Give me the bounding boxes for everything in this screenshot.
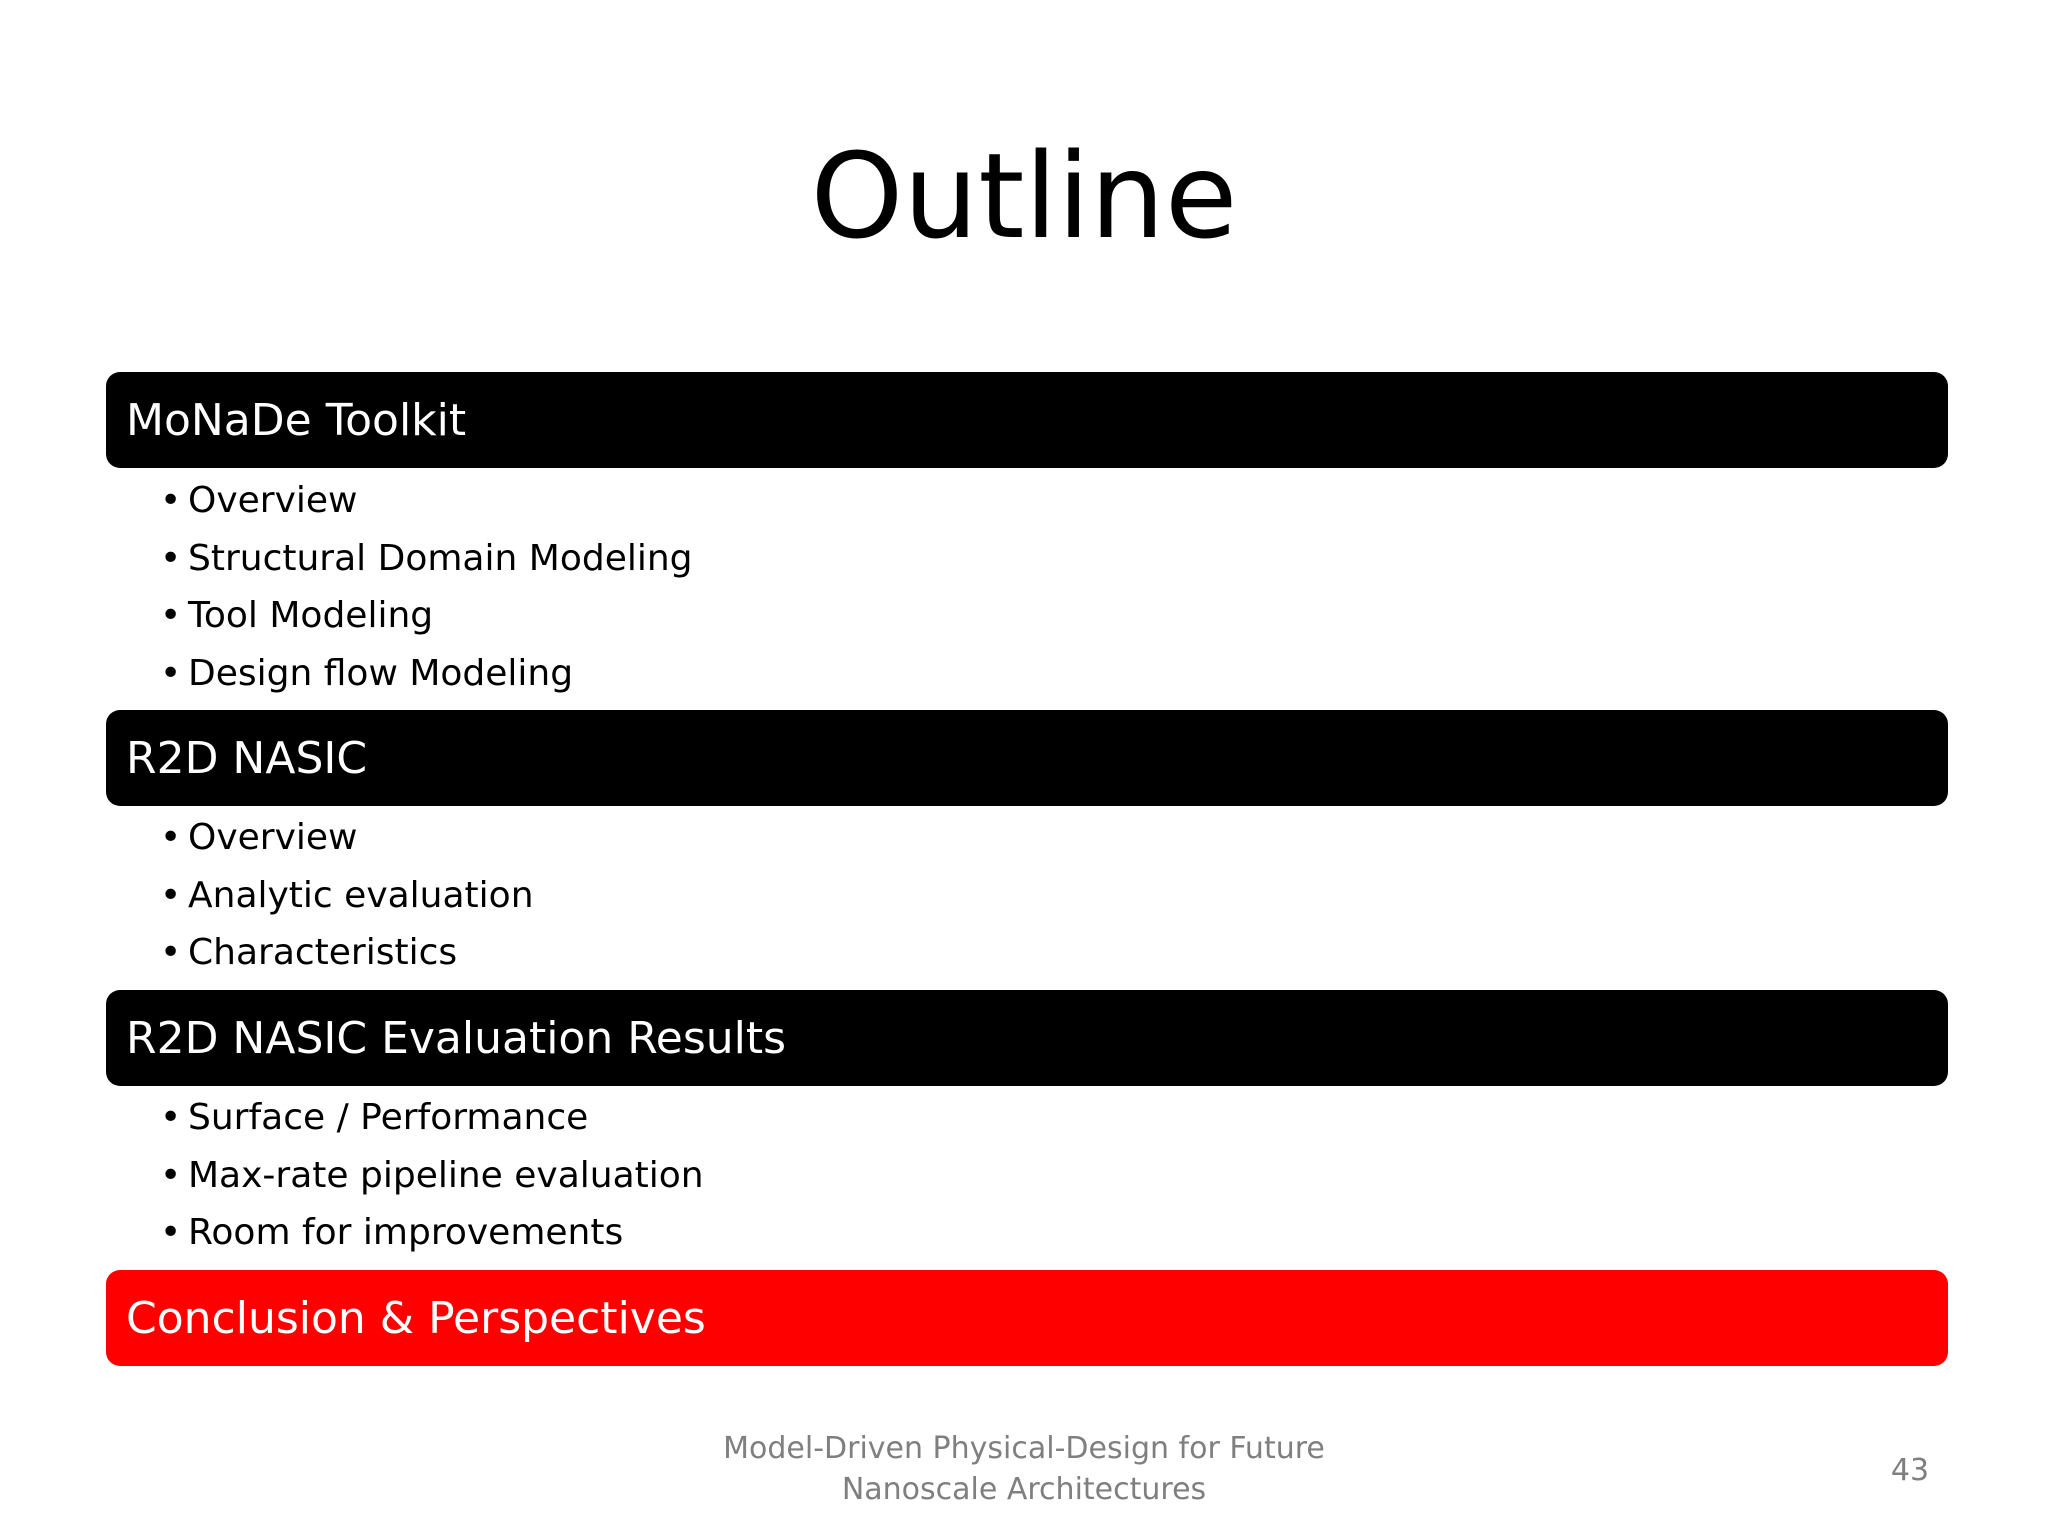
section-header-conclusion: Conclusion & Perspectives xyxy=(106,1270,1948,1366)
list-item: • Overview xyxy=(160,809,534,867)
list-item: • Structural Domain Modeling xyxy=(160,530,693,588)
slide-footer xyxy=(624,1428,1424,1510)
bullet-icon: • xyxy=(160,537,182,579)
bullet-icon: • xyxy=(160,1154,182,1196)
section-header-monade-toolkit: MoNaDe Toolkit xyxy=(106,372,1948,468)
page-number: 43 xyxy=(1890,1453,1930,1488)
bullet-icon: • xyxy=(160,1212,182,1253)
section-bullets-monade-toolkit xyxy=(160,472,693,702)
section-bullets-evaluation-results xyxy=(160,1089,704,1262)
section-bullets-r2d-nasic xyxy=(160,809,534,982)
section-header-r2d-nasic: R2D NASIC xyxy=(106,710,1948,806)
list-item: • Overview xyxy=(160,472,693,530)
list-item: • Characteristics xyxy=(160,924,534,982)
footer-line-2: Nanoscale Architectures xyxy=(841,1472,1207,1507)
bullet-icon: • xyxy=(160,817,182,858)
bullet-icon: • xyxy=(160,480,182,521)
list-item: • Design flow Modeling xyxy=(160,645,693,703)
list-item: • Tool Modeling xyxy=(160,587,693,645)
list-item: • Room for improvements xyxy=(160,1204,704,1262)
bullet-icon: • xyxy=(160,932,182,973)
section-header-evaluation-results: R2D NASIC Evaluation Results xyxy=(106,990,1948,1086)
slide-title: Outline xyxy=(810,127,1238,265)
bullet-icon: • xyxy=(160,874,182,916)
bullet-icon: • xyxy=(160,1097,182,1138)
list-item: • Max-rate pipeline evaluation xyxy=(160,1147,704,1205)
list-item: • Analytic evaluation xyxy=(160,867,534,925)
bullet-icon: • xyxy=(160,595,182,636)
footer-line-1: Model-Driven Physical-Design for Future xyxy=(723,1431,1325,1466)
list-item: • Surface / Performance xyxy=(160,1089,704,1147)
bullet-icon: • xyxy=(160,652,182,694)
